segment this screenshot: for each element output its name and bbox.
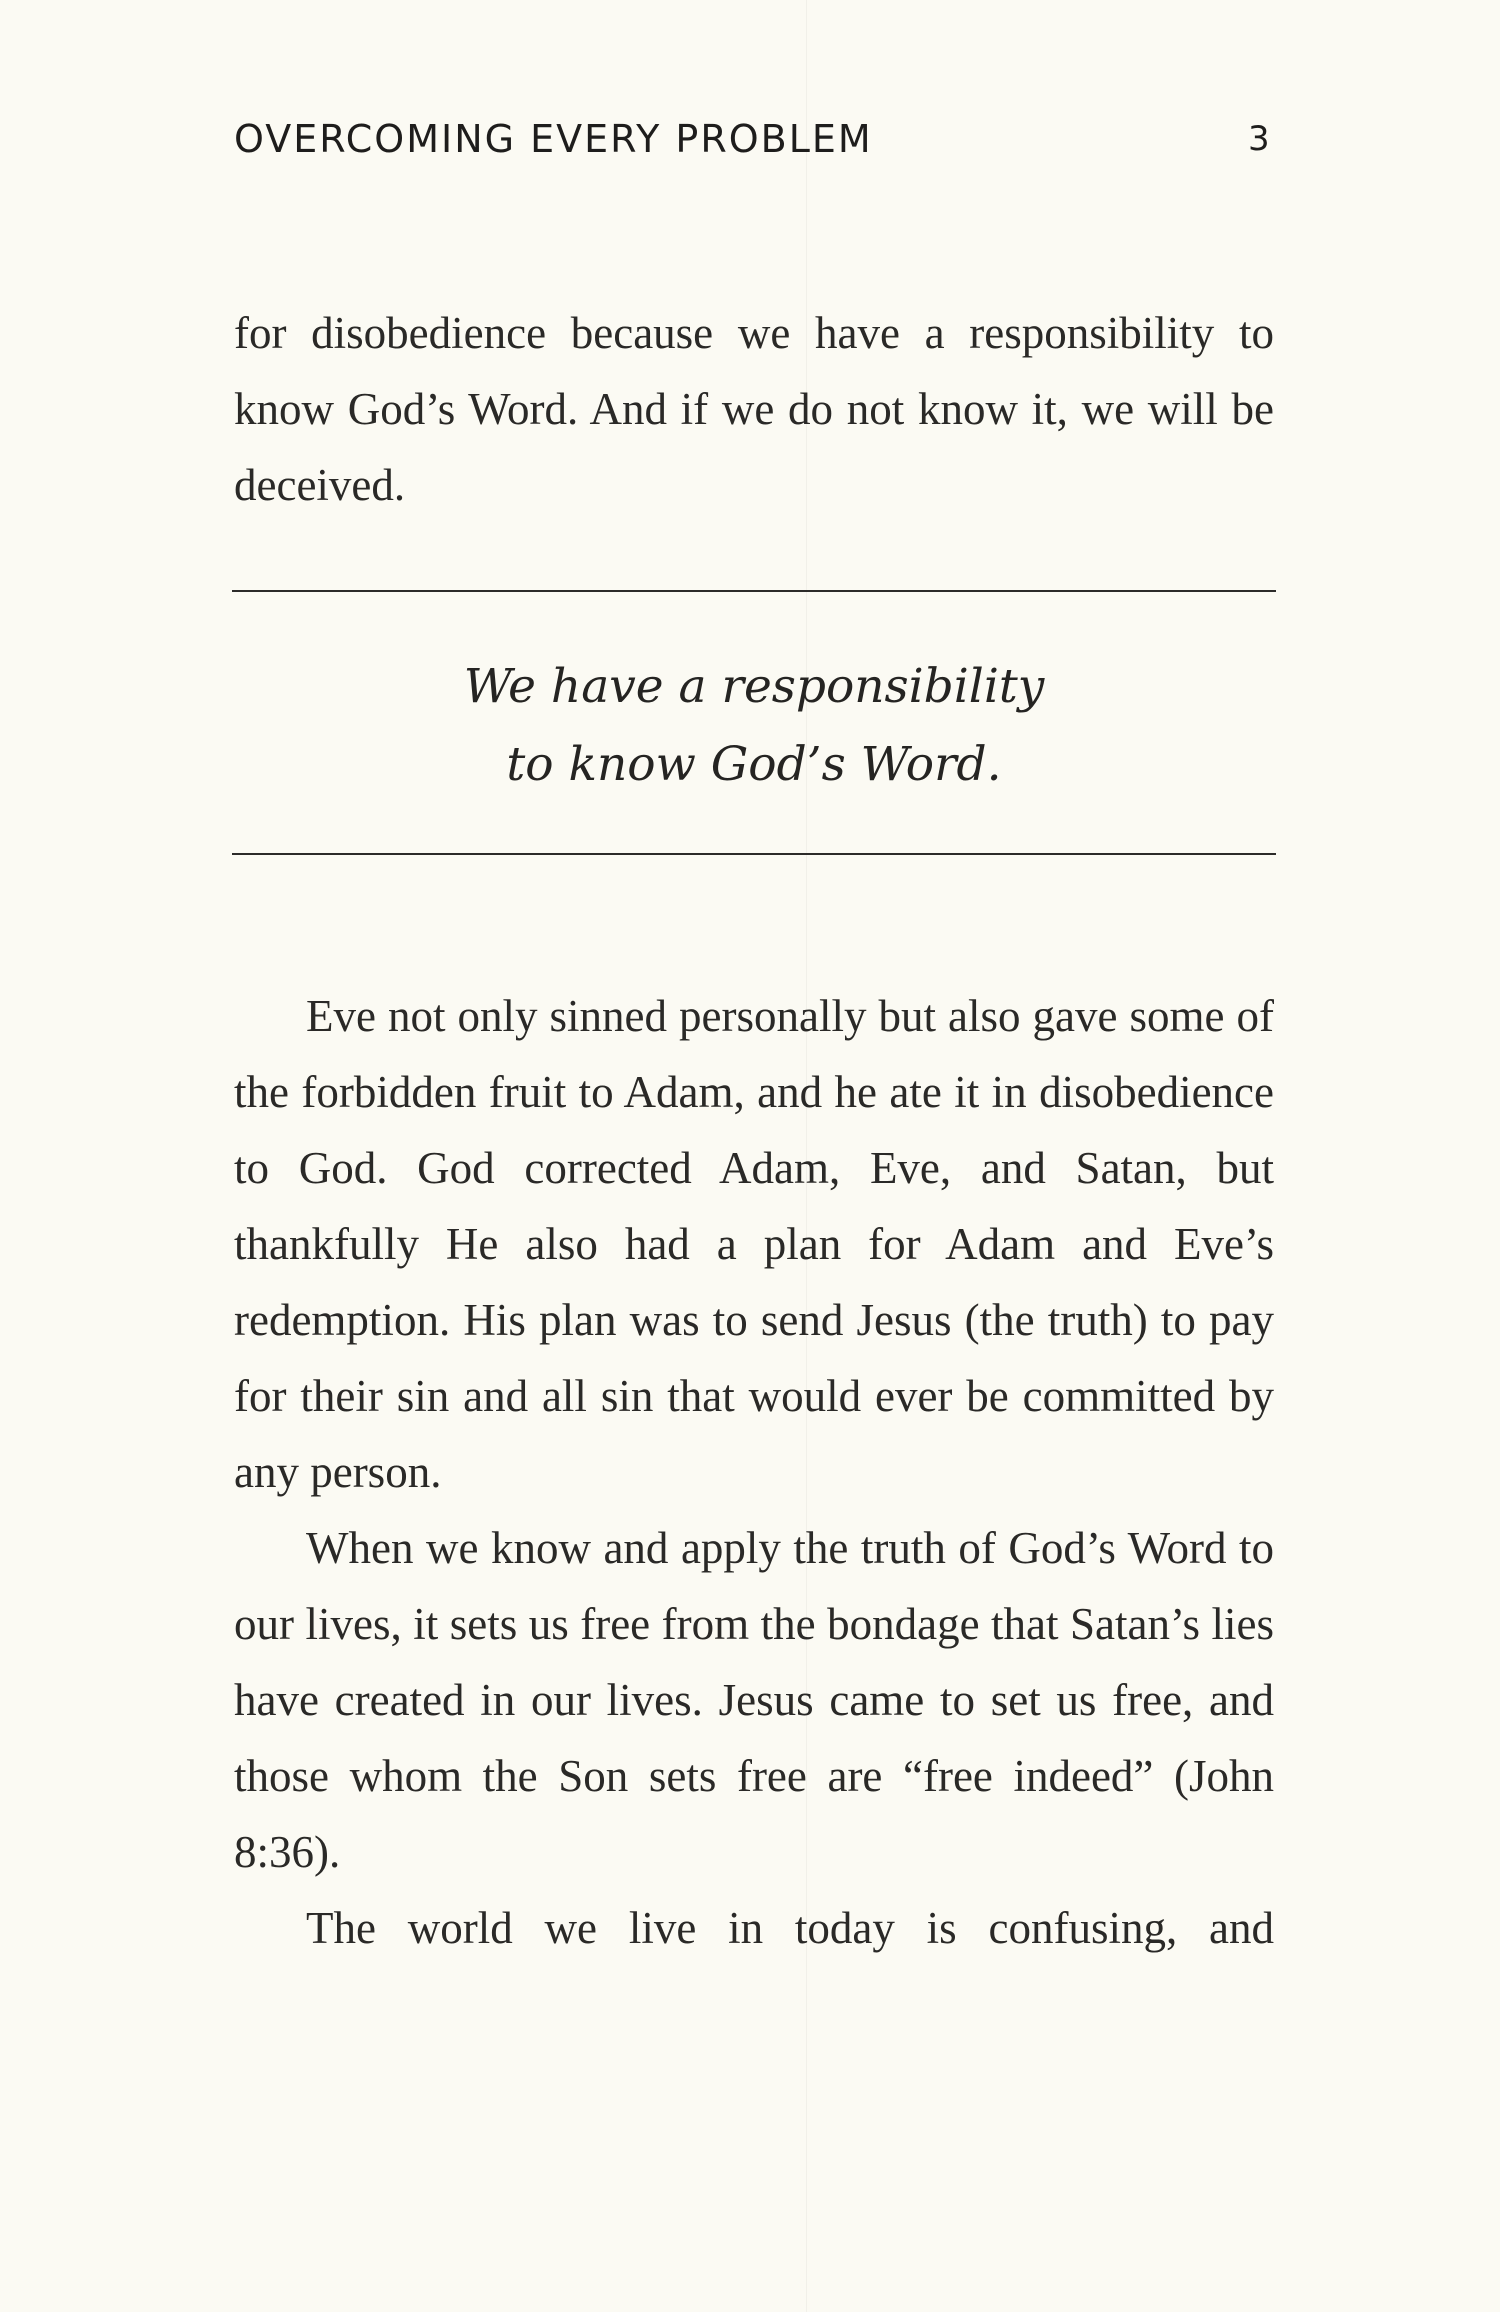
page-number: 3 [1248,119,1270,159]
opening-paragraph: for disobedience because we have a responsibility to know God’s Word. And if we do not know it, we will be deceived. [234,308,1274,510]
running-head: OVERCOMING EVERY PROBLEM [234,117,873,161]
pull-quote [232,648,1276,804]
main-text [234,978,1274,1966]
paragraph-truth: When we know and apply the truth of God’s Word to our lives, it sets us free from the bondage that Satan’s lies have created in our lives. Jesus came to set us free, and those whom the Son sets free are “free indeed” (John 8:36). [234,1523,1274,1877]
paragraph-world: The world we live in today is confusing, and [306,1903,1274,1953]
pull-quote-line-2: to know God’s Word. [506,737,1002,792]
pull-quote-line-1: We have a responsibility [463,659,1045,714]
pull-quote-top-rule [232,590,1276,592]
pull-quote-bottom-rule [232,853,1276,855]
paragraph-eve: Eve not only sinned personally but also gave some of the forbidden fruit to Adam, and he ate it in disobedience to God. God corrected Adam, Eve, and Satan, but thankfully He also had a plan for Adam and Eve’s redemption. His plan was to send Jesus (the truth) to pay for their sin and all sin that would ever be committed by any person. [234,991,1274,1497]
